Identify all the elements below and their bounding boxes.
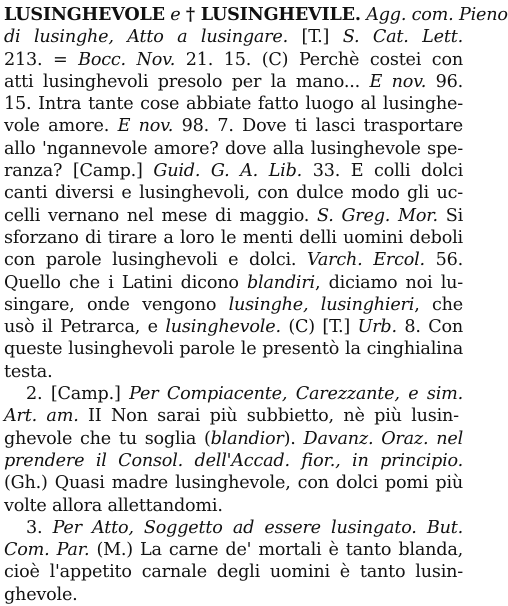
body-text: 96. bbox=[426, 71, 463, 92]
text-line bbox=[4, 115, 463, 137]
body-text: Quello che i Latini dicono bbox=[4, 272, 247, 293]
body-text: (Gh.) Quasi madre lusinghevole, con dolci pomi più bbox=[4, 473, 463, 494]
body-text: 98. 7. Dove ti lasci trasportare bbox=[173, 116, 463, 137]
italic-text: Urb. bbox=[357, 317, 397, 338]
body-text: celli vernano nel mese di maggio. bbox=[4, 205, 317, 226]
body-text: 56. bbox=[424, 250, 463, 271]
text-line bbox=[4, 138, 463, 160]
italic-text: Varch. Ercol. bbox=[307, 250, 425, 271]
body-text: singare, onde vengono bbox=[4, 294, 229, 315]
headword: LUSINGHEVOLE bbox=[4, 4, 165, 25]
italic-text: prendere il Consol. dell'Accad. fior., in principio. bbox=[4, 450, 463, 471]
dictionary-entry-lusinghevole bbox=[4, 4, 508, 606]
text-line bbox=[4, 561, 463, 583]
body-text: (M.) La carne de' mortali è tanto blanda, bbox=[89, 540, 463, 561]
body-text: sforzano di tirare a loro le menti delli uomini deboli bbox=[4, 227, 463, 248]
italic-text: di lusinghe, Atto a lusingare. bbox=[4, 27, 289, 48]
text-line bbox=[4, 272, 463, 294]
body-text: 8. Con bbox=[396, 317, 463, 338]
body-text: usò il Petrarca, e bbox=[4, 317, 166, 338]
body-text: 3. bbox=[26, 517, 53, 538]
body-text: 2. [Camp.] bbox=[26, 384, 130, 405]
body-text: [T.] bbox=[288, 27, 343, 48]
italic-text: Com. Par. bbox=[4, 540, 90, 561]
text-line bbox=[4, 93, 463, 115]
italic-text: lusinghevole. bbox=[165, 317, 281, 338]
text-line bbox=[4, 450, 463, 472]
text-line bbox=[4, 316, 463, 338]
body-text: vole amore. bbox=[4, 116, 118, 137]
text-line bbox=[4, 26, 463, 48]
italic-text: Guid. G. A. Lib. bbox=[153, 161, 303, 182]
text-line bbox=[4, 428, 463, 450]
text-line bbox=[4, 4, 508, 26]
text-line bbox=[4, 383, 463, 405]
body-text: ghevole che tu soglia ( bbox=[4, 428, 211, 449]
body-text: 213. = bbox=[4, 49, 79, 70]
text-line bbox=[4, 205, 463, 227]
body-text: ranza? [Camp.] bbox=[4, 161, 154, 182]
italic-text: blandiri bbox=[246, 272, 315, 293]
text-line bbox=[4, 71, 463, 93]
body-text: canti diversi e lusinghevoli, con dulce modo gli uc- bbox=[4, 183, 463, 204]
body-text: ghevole. bbox=[4, 584, 78, 605]
text-line bbox=[4, 405, 463, 427]
body-text: ). bbox=[283, 428, 304, 449]
italic-text: Davanz. Oraz. nel bbox=[303, 428, 463, 449]
body-text: allo 'ngannevole amore? dove alla lusinghevole spe- bbox=[4, 138, 463, 159]
body-text: volte allora allettandomi. bbox=[4, 495, 223, 516]
body-text: Si bbox=[437, 205, 463, 226]
headword: † LUSINGHEVILE. bbox=[185, 4, 361, 25]
text-line bbox=[4, 517, 463, 539]
text-line bbox=[4, 49, 463, 71]
italic-text: S. Cat. Lett. bbox=[342, 27, 463, 48]
text-line bbox=[4, 294, 463, 316]
text-line bbox=[4, 361, 463, 383]
italic-text: Bocc. Nov. bbox=[78, 49, 176, 70]
body-text: , che bbox=[414, 294, 463, 315]
body-text: 21. 15. (C) Perchè costei con bbox=[175, 49, 463, 70]
body-text: , diciamo noi lu- bbox=[315, 272, 463, 293]
italic-text: Art. am. bbox=[4, 406, 79, 427]
italic-text: Agg. com. Pieno bbox=[360, 5, 508, 25]
body-text: con parole lusinghevoli e dolci. bbox=[4, 250, 307, 271]
body-text: 33. E colli dolci bbox=[302, 161, 464, 182]
italic-text: S. Greg. Mor. bbox=[317, 205, 438, 226]
text-line bbox=[4, 539, 463, 561]
text-line bbox=[4, 472, 463, 494]
body-text: queste lusinghevoli parole le presentò la cinghialina bbox=[4, 339, 463, 360]
italic-text: blandior bbox=[210, 428, 284, 449]
text-line bbox=[4, 338, 463, 360]
italic-text: E nov. bbox=[117, 116, 174, 137]
body-text: 15. Intra tante cose abbiate fatto luogo al lusinghe- bbox=[4, 94, 463, 115]
text-line bbox=[4, 495, 463, 517]
italic-text: e bbox=[164, 5, 186, 25]
italic-text: E nov. bbox=[369, 71, 427, 92]
body-text: atti lusinghevoli presolo per la mano... bbox=[4, 71, 370, 92]
body-text: II Non sarai più subbietto, nè più lusin- bbox=[78, 406, 459, 427]
italic-text: Per Compiacente, Carezzante, e sim. bbox=[129, 384, 463, 405]
text-line bbox=[4, 584, 463, 606]
italic-text: Per Atto, Soggetto ad essere lusingato. But. bbox=[52, 517, 464, 538]
text-line bbox=[4, 249, 463, 271]
body-text: (C) [T.] bbox=[280, 317, 358, 338]
body-text: cioè l'appetito carnale degli uomini è tanto lusin- bbox=[4, 562, 463, 583]
body-text: testa. bbox=[4, 361, 53, 382]
italic-text: lusinghe, lusinghieri bbox=[228, 294, 415, 315]
text-line bbox=[4, 227, 463, 249]
text-line bbox=[4, 160, 463, 182]
text-line bbox=[4, 182, 463, 204]
